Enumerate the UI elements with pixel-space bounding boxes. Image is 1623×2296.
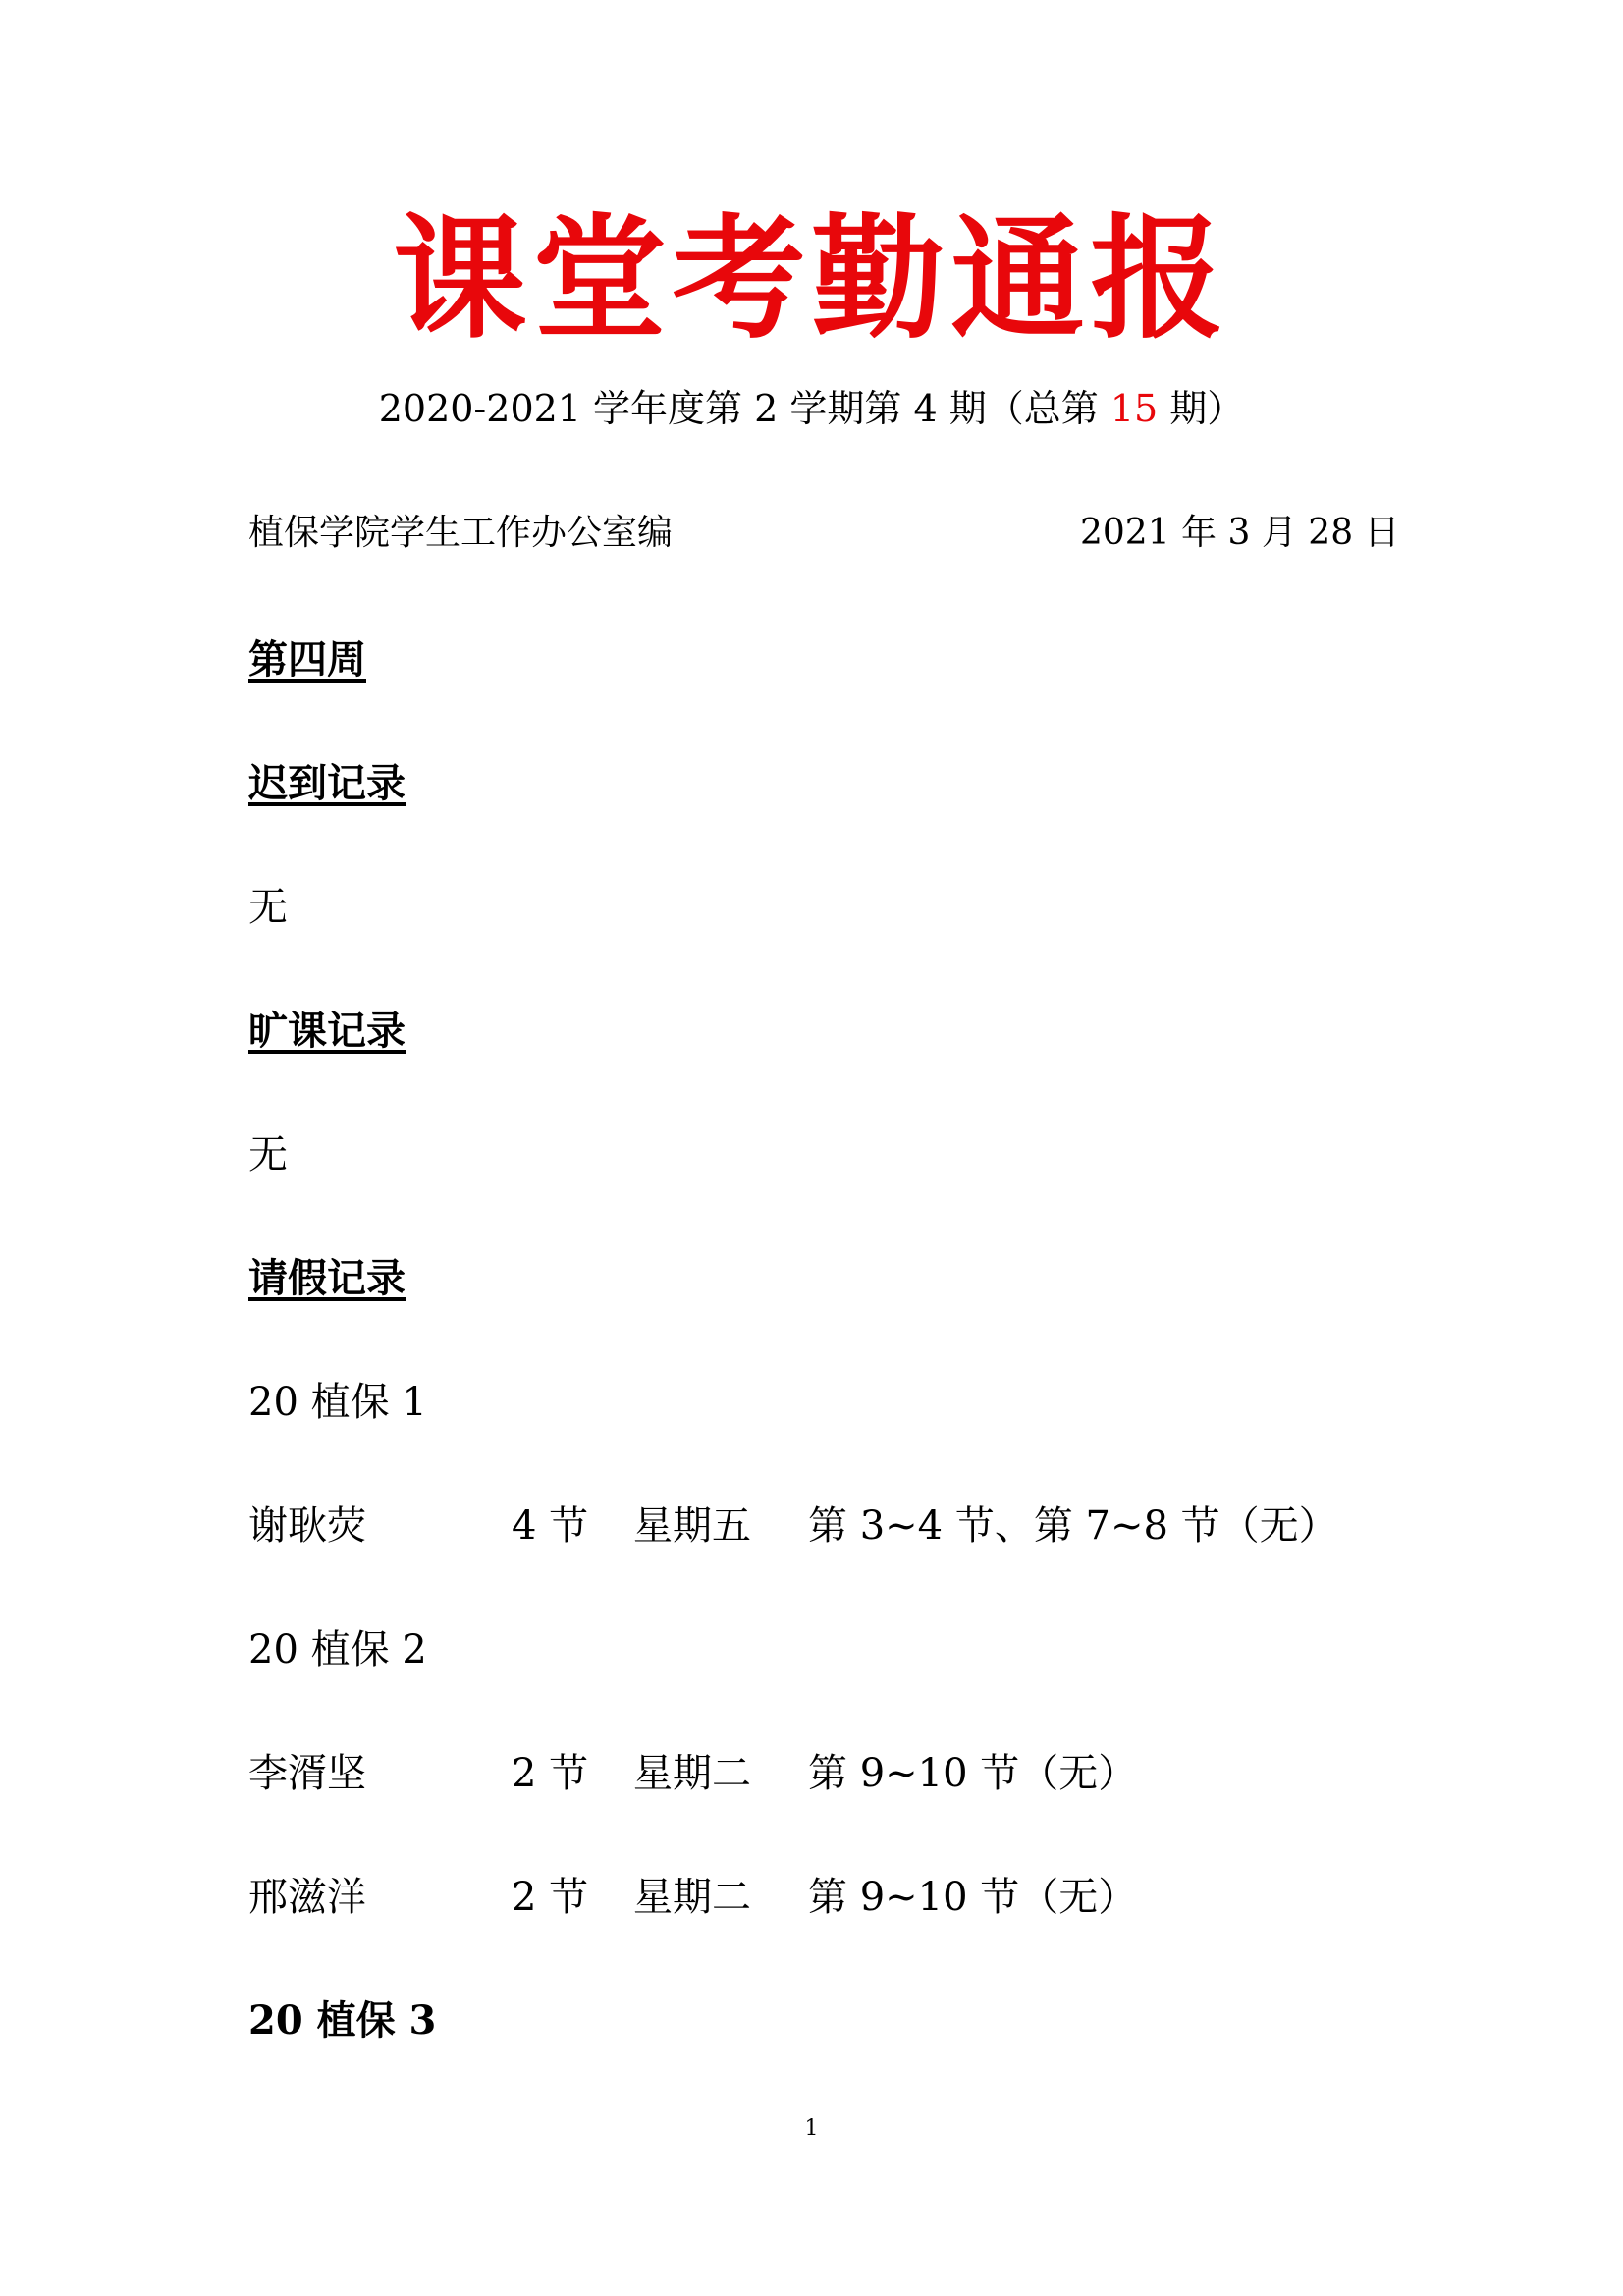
leave-count: 2 节 <box>512 1875 589 1920</box>
leave-count: 2 节 <box>512 1751 589 1796</box>
leave-periods: 第 3~4 节、第 7~8 节（无） <box>808 1503 1338 1549</box>
document-title: 课堂考勤通报 <box>393 202 1230 357</box>
student-name: 邢滋洋 <box>248 1875 366 1920</box>
subtitle-issue-total: 15 <box>1109 387 1159 430</box>
leave-count: 4 节 <box>512 1503 589 1549</box>
absent-record-content: 无 <box>248 1132 288 1177</box>
late-record-content: 无 <box>248 885 288 930</box>
issue-date: 2021 年 3 月 28 日 <box>1080 513 1400 553</box>
student-name: 谢耿荧 <box>248 1503 366 1549</box>
document-subtitle <box>0 386 1623 431</box>
student-name: 李湑坚 <box>248 1751 366 1796</box>
leave-day: 星期二 <box>633 1751 751 1796</box>
subtitle-prefix: 2020-2021 学年度第 2 学期第 4 期（总第 <box>378 387 1110 430</box>
late-record-heading: 迟到记录 <box>248 760 406 806</box>
subtitle-suffix: 期） <box>1158 387 1245 430</box>
absent-record-heading: 旷课记录 <box>248 1008 406 1054</box>
leave-record-heading: 请假记录 <box>248 1255 406 1301</box>
leave-periods: 第 9~10 节（无） <box>808 1875 1138 1920</box>
leave-day: 星期二 <box>633 1875 751 1920</box>
class-name: 20 植保 1 <box>248 1380 427 1425</box>
leave-periods: 第 9~10 节（无） <box>808 1751 1138 1796</box>
class-name: 20 植保 2 <box>248 1627 427 1672</box>
leave-day: 星期五 <box>633 1503 751 1549</box>
class-name: 20 植保 3 <box>248 1997 437 2044</box>
week-heading: 第四周 <box>248 636 366 683</box>
page-number: 1 <box>804 2116 819 2141</box>
editor-line: 植保学院学生工作办公室编 <box>248 513 674 553</box>
